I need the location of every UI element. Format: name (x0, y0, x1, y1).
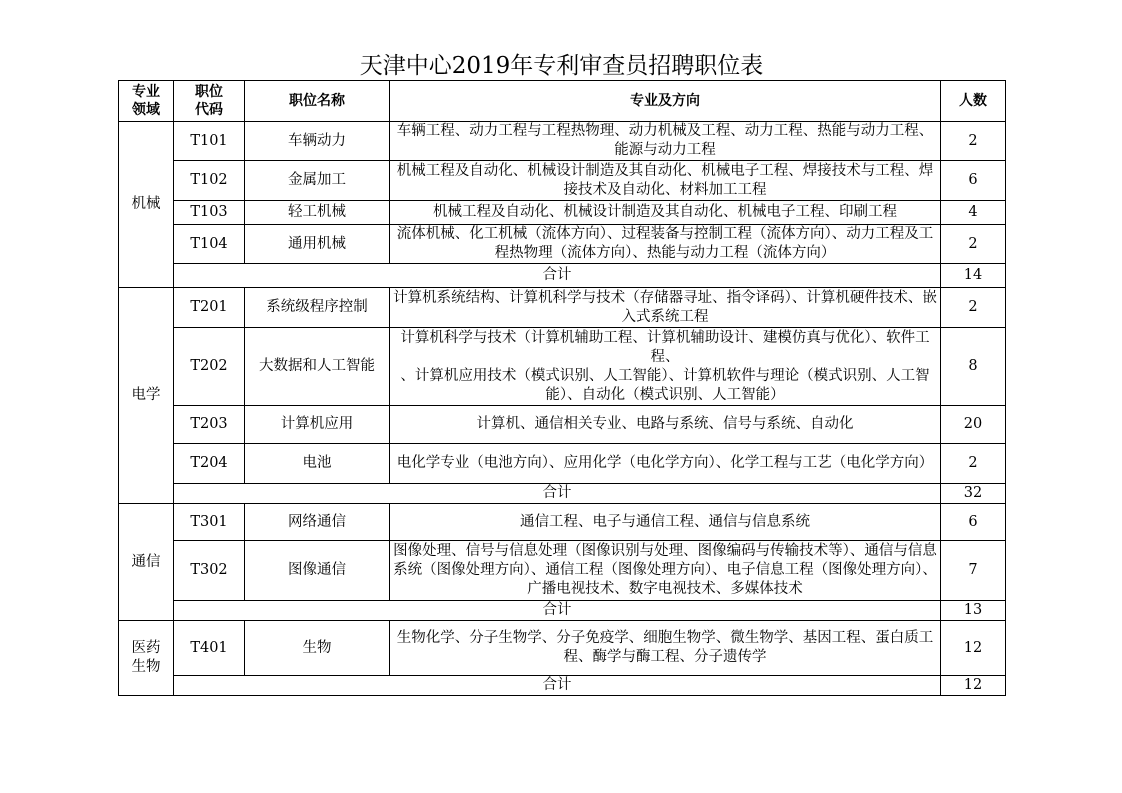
name-cell: 通用机械 (245, 225, 390, 264)
majors-cell: 车辆工程、动力工程与工程热物理、动力机械及工程、动力工程、热能与动力工程、能源与动力工程 (390, 122, 941, 161)
majors-cell: 图像处理、信号与信息处理（图像识别与处理、图像编码与传输技术等）、通信与信息系统（图像处理方向）、通信工程（图像处理方向）、电子信息工程（图像处理方向）、广播电视技术、数字电视技术、多媒体技术 (390, 541, 941, 601)
subtotal-label: 合计 (174, 676, 941, 696)
table-row (119, 122, 1006, 161)
majors-cell: 计算机科学与技术（计算机辅助工程、计算机辅助设计、建模仿真与优化）、软件工程、 、计算机应用技术（模式识别、人工智能）、计算机软件与理论（模式识别、人工智能）、自动化（模式识别、人工智能） (390, 328, 941, 406)
code-cell: T401 (174, 621, 245, 676)
count-cell: 2 (941, 444, 1006, 484)
code-cell: T101 (174, 122, 245, 161)
name-cell: 电池 (245, 444, 390, 484)
code-cell: T103 (174, 201, 245, 225)
subtotal-label: 合计 (174, 484, 941, 504)
majors-cell: 计算机、通信相关专业、电路与系统、信号与系统、自动化 (390, 406, 941, 444)
header-majors: 专业及方向 (390, 81, 941, 122)
subtotal-value: 13 (941, 601, 1006, 621)
subtotal-label: 合计 (174, 601, 941, 621)
subtotal-value: 32 (941, 484, 1006, 504)
majors-cell: 机械工程及自动化、机械设计制造及其自动化、机械电子工程、焊接技术与工程、焊接技术及自动化、材料加工工程 (390, 161, 941, 201)
table-row (119, 161, 1006, 201)
field-cell: 通信 (119, 504, 174, 621)
count-cell: 6 (941, 504, 1006, 541)
field-cell: 电学 (119, 288, 174, 504)
name-cell: 金属加工 (245, 161, 390, 201)
header-name: 职位名称 (245, 81, 390, 122)
code-cell: T102 (174, 161, 245, 201)
subtotal-value: 14 (941, 264, 1006, 288)
table-row (119, 504, 1006, 541)
table-row (119, 225, 1006, 264)
table-row (119, 328, 1006, 406)
code-cell: T104 (174, 225, 245, 264)
code-cell: T302 (174, 541, 245, 601)
field-cell: 医药生物 (119, 621, 174, 696)
majors-cell: 电化学专业（电池方向）、应用化学（电化学方向）、化学工程与工艺（电化学方向） (390, 444, 941, 484)
table-row (119, 201, 1006, 225)
subtotal-row (119, 264, 1006, 288)
name-cell: 计算机应用 (245, 406, 390, 444)
page-title: 天津中心2019年专利审查员招聘职位表 (359, 53, 764, 79)
majors-cell: 计算机系统结构、计算机科学与技术（存储器寻址、指令译码）、计算机硬件技术、嵌入式系统工程 (390, 288, 941, 328)
table-row (119, 541, 1006, 601)
header-row (119, 81, 1006, 122)
count-cell: 2 (941, 225, 1006, 264)
code-cell: T201 (174, 288, 245, 328)
table-row (119, 621, 1006, 676)
majors-cell: 生物化学、分子生物学、分子免疫学、细胞生物学、微生物学、基因工程、蛋白质工程、酶学与酶工程、分子遗传学 (390, 621, 941, 676)
code-cell: T204 (174, 444, 245, 484)
code-cell: T202 (174, 328, 245, 406)
subtotal-label: 合计 (174, 264, 941, 288)
name-cell: 生物 (245, 621, 390, 676)
count-cell: 6 (941, 161, 1006, 201)
majors-cell: 流体机械、化工机械（流体方向）、过程装备与控制工程（流体方向）、动力工程及工程热物理（流体方向）、热能与动力工程（流体方向） (390, 225, 941, 264)
count-cell: 7 (941, 541, 1006, 601)
subtotal-row (119, 676, 1006, 696)
name-cell: 轻工机械 (245, 201, 390, 225)
recruitment-table (118, 80, 1006, 696)
count-cell: 12 (941, 621, 1006, 676)
header-code: 职位代码 (174, 81, 245, 122)
majors-cell: 通信工程、电子与通信工程、通信与信息系统 (390, 504, 941, 541)
name-cell: 图像通信 (245, 541, 390, 601)
count-cell: 2 (941, 288, 1006, 328)
header-field: 专业领域 (119, 81, 174, 122)
code-cell: T203 (174, 406, 245, 444)
table-row (119, 288, 1006, 328)
count-cell: 20 (941, 406, 1006, 444)
name-cell: 网络通信 (245, 504, 390, 541)
header-count: 人数 (941, 81, 1006, 122)
name-cell: 大数据和人工智能 (245, 328, 390, 406)
name-cell: 系统级程序控制 (245, 288, 390, 328)
count-cell: 4 (941, 201, 1006, 225)
subtotal-row (119, 484, 1006, 504)
code-cell: T301 (174, 504, 245, 541)
table-row (119, 444, 1006, 484)
majors-cell: 机械工程及自动化、机械设计制造及其自动化、机械电子工程、印刷工程 (390, 201, 941, 225)
subtotal-row (119, 601, 1006, 621)
count-cell: 2 (941, 122, 1006, 161)
count-cell: 8 (941, 328, 1006, 406)
field-cell: 机械 (119, 122, 174, 288)
name-cell: 车辆动力 (245, 122, 390, 161)
subtotal-value: 12 (941, 676, 1006, 696)
table-row (119, 406, 1006, 444)
